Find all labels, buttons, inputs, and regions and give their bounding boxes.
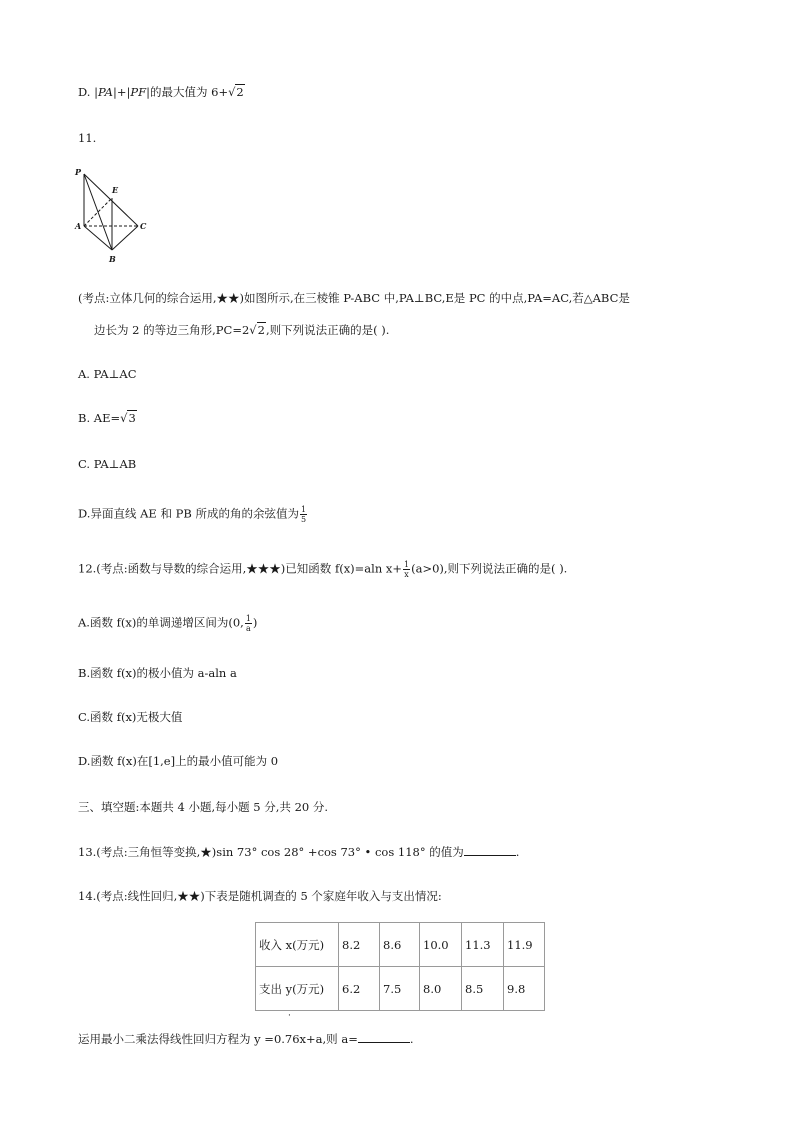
table-cell: 7.5	[380, 967, 420, 1011]
label-b: B	[109, 254, 116, 264]
row-label: 收入 x(万元)	[256, 923, 339, 967]
fraction-one-over-x: $\frac{1}{x}$	[404, 560, 410, 579]
y-hat-mark: ·	[288, 1011, 291, 1021]
q12-option-a: A.函数 f(x)的单调递增区间为(0, $\frac{1}{a}$ )	[78, 614, 258, 633]
sqrt-2: √2	[228, 85, 244, 99]
table-cell: 8.2	[339, 923, 380, 967]
label-e: E	[112, 185, 119, 195]
q11-number: 11.	[78, 131, 97, 145]
table-row-expense	[256, 967, 545, 1011]
income-expense-table	[255, 922, 545, 1011]
table-cell: 10.0	[420, 923, 462, 967]
q14-followup: 运用最小二乘法得线性回归方程为 y =0.76x+a,则 a= .	[78, 1032, 414, 1046]
table-row-income	[256, 923, 545, 967]
q12-option-d: D.函数 f(x)在[1,e]上的最小值可能为 0	[78, 754, 279, 768]
section3-heading: 三、填空题:本题共 4 小题,每小题 5 分,共 20 分.	[78, 800, 329, 814]
answer-blank[interactable]	[358, 1030, 410, 1043]
table-cell: 11.9	[504, 923, 545, 967]
q11-option-d: D.异面直线 AE 和 PB 所成的角的余弦值为 $\frac{1}{5}$	[78, 505, 307, 524]
edge-bc	[112, 226, 138, 250]
pyramid-figure	[70, 160, 160, 270]
q11-stem-line1: (考点:立体几何的综合运用,★★)如图所示,在三棱锥 P-ABC 中,PA⊥BC,E是 PC 的中点,PA=AC,若△ABC是	[78, 291, 630, 305]
fraction-one-fifth: $\frac{1}{5}$	[300, 505, 307, 524]
sqrt-2: √2	[249, 323, 265, 337]
q12-stem: 12.(考点:函数与导数的综合运用,★★★)已知函数 f(x)=aln x+ $\frac{1}{x}$ (a>0),则下列说法正确的是( ).	[78, 560, 568, 579]
table-cell: 9.8	[504, 967, 545, 1011]
table-cell: 8.6	[380, 923, 420, 967]
q14-stem: 14.(考点:线性回归,★★)下表是随机调查的 5 个家庭年收入与支出情况:	[78, 889, 442, 903]
table-cell: 6.2	[339, 967, 380, 1011]
q13-stem: 13.(考点:三角恒等变换,★)sin 73° cos 28° +cos 73° • cos 118° 的值为 .	[78, 845, 520, 859]
q11-option-a: A. PA⊥AC	[78, 367, 137, 381]
table-cell: 11.3	[462, 923, 504, 967]
table-cell: 8.5	[462, 967, 504, 1011]
sqrt-3: √3	[120, 411, 136, 425]
q11-option-c: C. PA⊥AB	[78, 457, 137, 471]
label-a: A	[75, 221, 82, 231]
label-c: C	[140, 221, 147, 231]
label-p: P	[75, 167, 82, 177]
q12-option-b: B.函数 f(x)的极小值为 a-aln a	[78, 666, 237, 680]
fraction-one-over-a: $\frac{1}{a}$	[245, 614, 251, 633]
q10-option-d	[78, 84, 245, 100]
q11-option-b: B. AE=√3	[78, 411, 136, 425]
table-cell: 8.0	[420, 967, 462, 1011]
row-label: 支出 y(万元)	[256, 967, 339, 1011]
answer-blank[interactable]	[464, 843, 516, 856]
q10-option-d-text: 的最大值为 6+	[149, 85, 229, 99]
q12-option-c: C.函数 f(x)无极大值	[78, 710, 183, 724]
q11-stem-line2: 边长为 2 的等边三角形,PC=2√2,则下列说法正确的是( ).	[94, 323, 390, 337]
q10-option-d-expr: |PA|+|PF|	[94, 85, 150, 99]
q10-option-d-prefix: D.	[78, 85, 95, 99]
